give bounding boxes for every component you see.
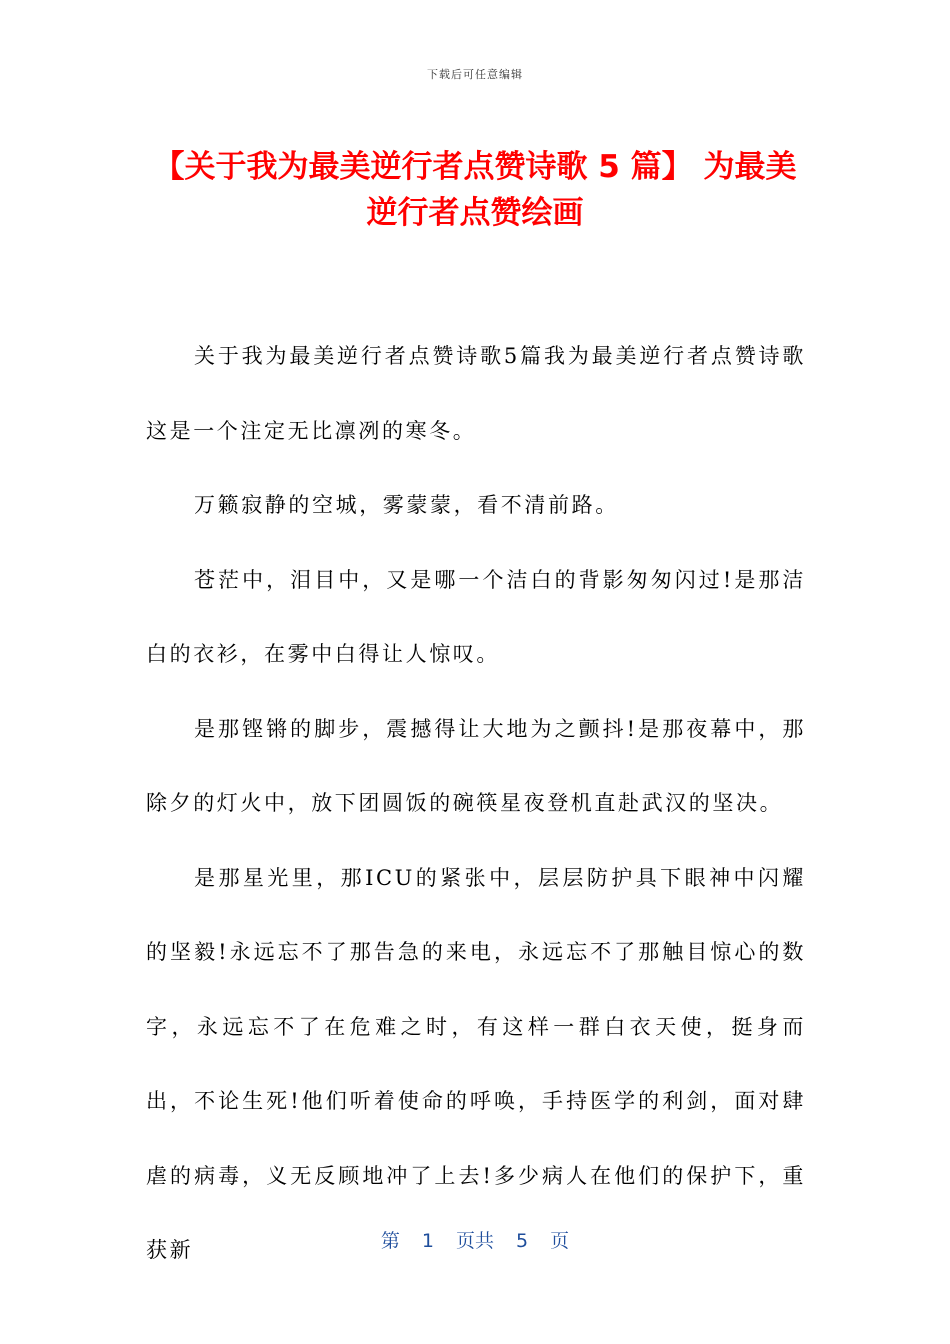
footer-middle: 页共: [455, 1230, 494, 1252]
paragraph-1: 关于我为最美逆行者点赞诗歌5篇我为最美逆行者点赞诗歌这是一个注定无比凛冽的寒冬。: [146, 344, 806, 443]
document-body: [146, 319, 806, 1288]
paragraph-3: 苍茫中，泪目中，又是哪一个洁白的背影匆匆闪过!是那洁白的衣衫，在雾中白得让人惊叹。: [146, 567, 806, 666]
footer-prefix: 第: [380, 1230, 400, 1252]
paragraph-5: 是那星光里，那ICU的紧张中，层层防护具下眼神中闪耀的坚毅!永远忘不了那告急的来电，永远忘不了那触目惊心的数字，永远忘不了在危难之时，有这样一群白衣天使，挺身而出，不论生死!他们听着使命的呼唤，手持医学的利剑，面对肆虐的病毒，义无反顾地冲了上去!多少病人在他们的保护下，重获新: [146, 865, 806, 1262]
paragraph-4: 是那铿锵的脚步，震撼得让大地为之颤抖!是那夜幕中，那除夕的灯火中，放下团圆饭的碗筷星夜登机直赴武汉的坚决。: [146, 716, 806, 815]
footer-current-page: 1: [421, 1230, 434, 1252]
footer-suffix: 页: [550, 1230, 570, 1252]
page-footer: [0, 1226, 950, 1253]
paragraph-2: 万籁寂静的空城，雾蒙蒙，看不清前路。: [194, 493, 619, 517]
footer-total-pages: 5: [516, 1230, 529, 1252]
header-note: 下载后可任意编辑: [427, 68, 523, 81]
document-title: 【关于我为最美逆行者点赞诗歌 5 篇】 为最美逆行者点赞绘画: [153, 149, 797, 231]
